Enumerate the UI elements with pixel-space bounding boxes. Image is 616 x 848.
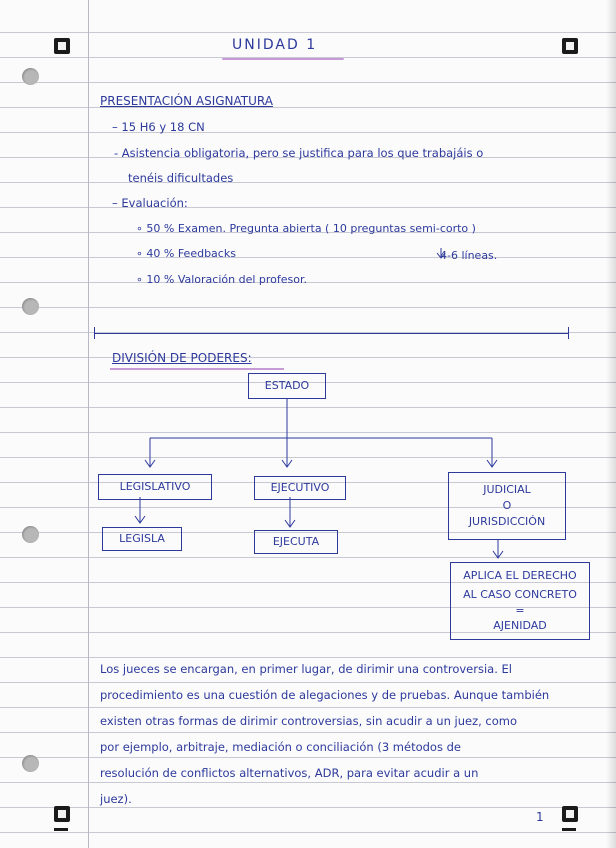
section-heading: DIVISIÓN DE PODERES: [112,351,252,365]
bullet-item: – Evaluación: [112,196,188,210]
corner-mark-icon [562,38,578,54]
corner-mark-icon [54,38,70,54]
section-divider [94,333,568,334]
evaluation-item: ∘ 50 % Examen. Pregunta abierta ( 10 preguntas semi-corto ) [136,222,476,235]
bottom-tick-mark [562,828,576,831]
corner-mark-icon [54,806,70,822]
bullet-item: tenéis dificultades [128,171,234,185]
heading-highlight [110,368,284,370]
diagram-node-legislativo [98,474,212,500]
diagram-node-ejecuta [254,530,338,554]
binder-hole [22,755,39,772]
paragraph-line: juez). [100,792,132,806]
corner-mark-icon [562,806,578,822]
arrow-head [493,551,503,558]
evaluation-note: 4-6 líneas. [440,249,498,262]
title-highlight [222,58,344,60]
arrow-head [487,460,497,467]
arrow-head [282,460,292,467]
diagram-node-aplica [450,562,590,640]
paragraph-line: resolución de conflictos alternativos, ADR, para evitar acudir a un [100,766,479,780]
bullet-item: – 15 H6 y 18 CN [112,120,205,134]
node-label: O [502,498,512,512]
page-title: UNIDAD 1 [232,37,318,53]
node-label: JURISDICCIÓN [468,515,546,529]
node-label: LEGISLA [119,531,165,545]
diagram-node-legisla [102,527,182,551]
evaluation-item: ∘ 10 % Valoración del profesor. [136,273,307,286]
node-label: ESTADO [264,378,310,392]
bottom-tick-mark [54,828,68,831]
node-label: EJECUTA [272,534,320,548]
paragraph-line: Los jueces se encargan, en primer lugar, de dirimir una controversia. El [100,662,512,676]
section-heading: PRESENTACIÓN ASIGNATURA [100,94,273,108]
binder-hole [22,526,39,543]
arrow-head [135,516,145,523]
diagram-node-estado [248,373,326,399]
page-edge-shadow [606,0,616,848]
paragraph-line: procedimiento es una cuestión de alegaciones y de pruebas. Aunque también [100,688,550,702]
arrow-head [145,460,155,467]
node-label: LEGISLATIVO [119,479,191,493]
divider-endcap [568,327,569,339]
paragraph-line: por ejemplo, arbitraje, mediación o conciliación (3 métodos de [100,740,461,754]
node-label: APLICA EL DERECHO [463,569,577,583]
binder-hole [22,298,39,315]
diagram-node-ejecutivo [254,476,346,500]
arrow-head [285,520,295,527]
bullet-item: - Asistencia obligatoria, pero se justifica para los que trabajáis o [114,146,484,160]
binder-hole [22,68,39,85]
evaluation-item: ∘ 40 % Feedbacks [136,247,236,260]
paragraph-line: existen otras formas de dirimir controversias, sin acudir a un juez, como [100,714,518,728]
margin-line [88,0,89,848]
node-label: AJENIDAD [493,618,547,632]
page-number: 1 [536,810,544,824]
diagram-node-judicial [448,472,566,540]
node-label: = [515,603,525,617]
node-label: EJECUTIVO [270,480,330,494]
node-label: AL CASO CONCRETO [463,588,577,602]
divider-endcap [94,327,95,339]
node-label: JUDICIAL [483,482,531,496]
